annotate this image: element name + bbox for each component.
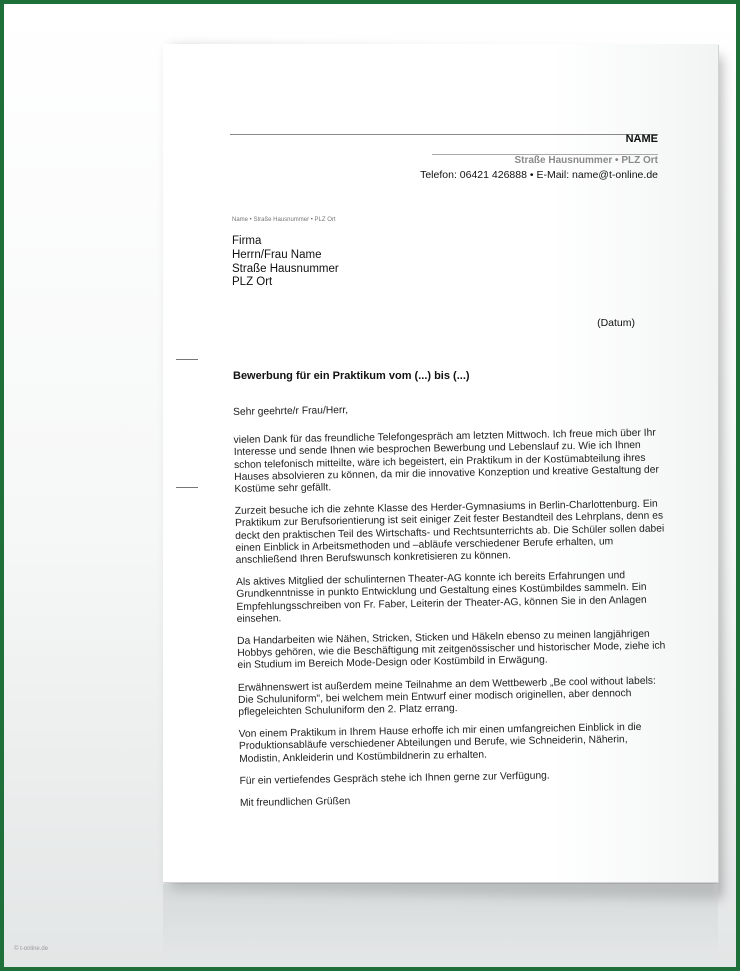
recipient-city: PLZ Ort [232, 276, 273, 288]
recipient-company: Firma [232, 235, 262, 247]
salutation: Sehr geehrte/r Frau/Herr, [233, 404, 349, 418]
sender-name: NAME [625, 133, 658, 145]
sender-contact: Telefon: 06421 426888 • E-Mail: name@t-online.de [420, 169, 658, 181]
recipient-name: Herrn/Frau Name [232, 249, 322, 261]
paragraph: Da Handarbeiten wie Nähen, Stricken, Sticken und Häkeln ebenso zu meinen langjährigen Hobbys gehören, wie die Beschäftigung mit zeitgenössischer und historischer Mode, ziehe ich ein Studium im Bereich Mode-Design oder Kostümbild in Erwägung. [236, 628, 666, 672]
footer-mark: © t-online.de [14, 946, 49, 952]
paragraph: Als aktives Mitglied der schulinternen Theater-AG konnte ich bereits Erfahrungen und Grundkenntnisse in punkto Entwicklung und Gestaltung eines Kostümbildes sammeln. Ein Empfehlungsschreiben von Fr. Faber, Leiterin der Theater-AG, können Sie in den Anlagen einsehen. [235, 570, 647, 625]
sender-street: Straße Hausnummer • PLZ Ort [514, 155, 658, 166]
paragraph: Zurzeit besuche ich die zehnte Klasse des Herder-Gymnasiums in Berlin-Charlottenburg. Ein Praktikum zur Berufsorientierung ist seit einiger Zeit fester Bestandteil des Lehrplans, denn es deckt den praktischen Teil des Wirtschafts- und Rechtsunterrichts ab. Die Schüler sollen dabei einen Einblick in Arbeitsmethoden und –abläufe verschiedener Berufe erhalten, um anschließend Ihren Berufswunsch konkretisieren zu können. [234, 498, 665, 567]
fold-mark-top [176, 359, 198, 360]
header-rule [230, 134, 658, 135]
recipient-street: Straße Hausnummer [232, 263, 339, 275]
fold-mark-middle [176, 487, 198, 488]
page-reflection [163, 884, 718, 959]
paragraph: vielen Dank für das freundliche Telefongespräch am letzten Mittwoch. Ich freue mich über Ihr Interesse und sende Ihnen wie besprochen Bewerbung und Lebenslauf zu. Wie ich Ihnen schon telefonisch mitteilte, wäre ich begeistert, ein Praktikum in der Kostümabteilung ihres Hauses absolvieren zu können, da mir die innovative Konzeption und kreative Gestaltung der Kostüme sehr gefällt. [233, 427, 659, 496]
letter-body [233, 399, 672, 820]
closing: Mit freundlichen Grüßen [239, 796, 351, 810]
paragraph: Für ein vertiefendes Gespräch stehe ich Ihnen gerne zur Verfügung. [239, 770, 550, 787]
paragraph: Erwähnenswert ist außerdem meine Teilnahme an dem Wettbewerb „Be cool without labels: Die Schuluniform", bei welchem mein Entwurf einer modisch originellen, aber dennoch pflegeleichten Schuluniform den 2. Platz errang. [237, 675, 656, 719]
letter-subject: Bewerbung für ein Praktikum vom (...) bis (...) [233, 370, 470, 382]
letter-date: (Datum) [597, 317, 635, 329]
return-address: Name • Straße Hausnummer • PLZ Ort [232, 217, 336, 223]
paragraph: Von einem Praktikum in Ihrem Hause erhoffe ich mir einen umfangreichen Einblick in die Produktionsabläufe verschiedener Abteilungen und Berufe, wie Schneiderin, Näherin, Modistin, Ankleiderin und Kostümbildnerin zu erhalten. [238, 722, 642, 765]
